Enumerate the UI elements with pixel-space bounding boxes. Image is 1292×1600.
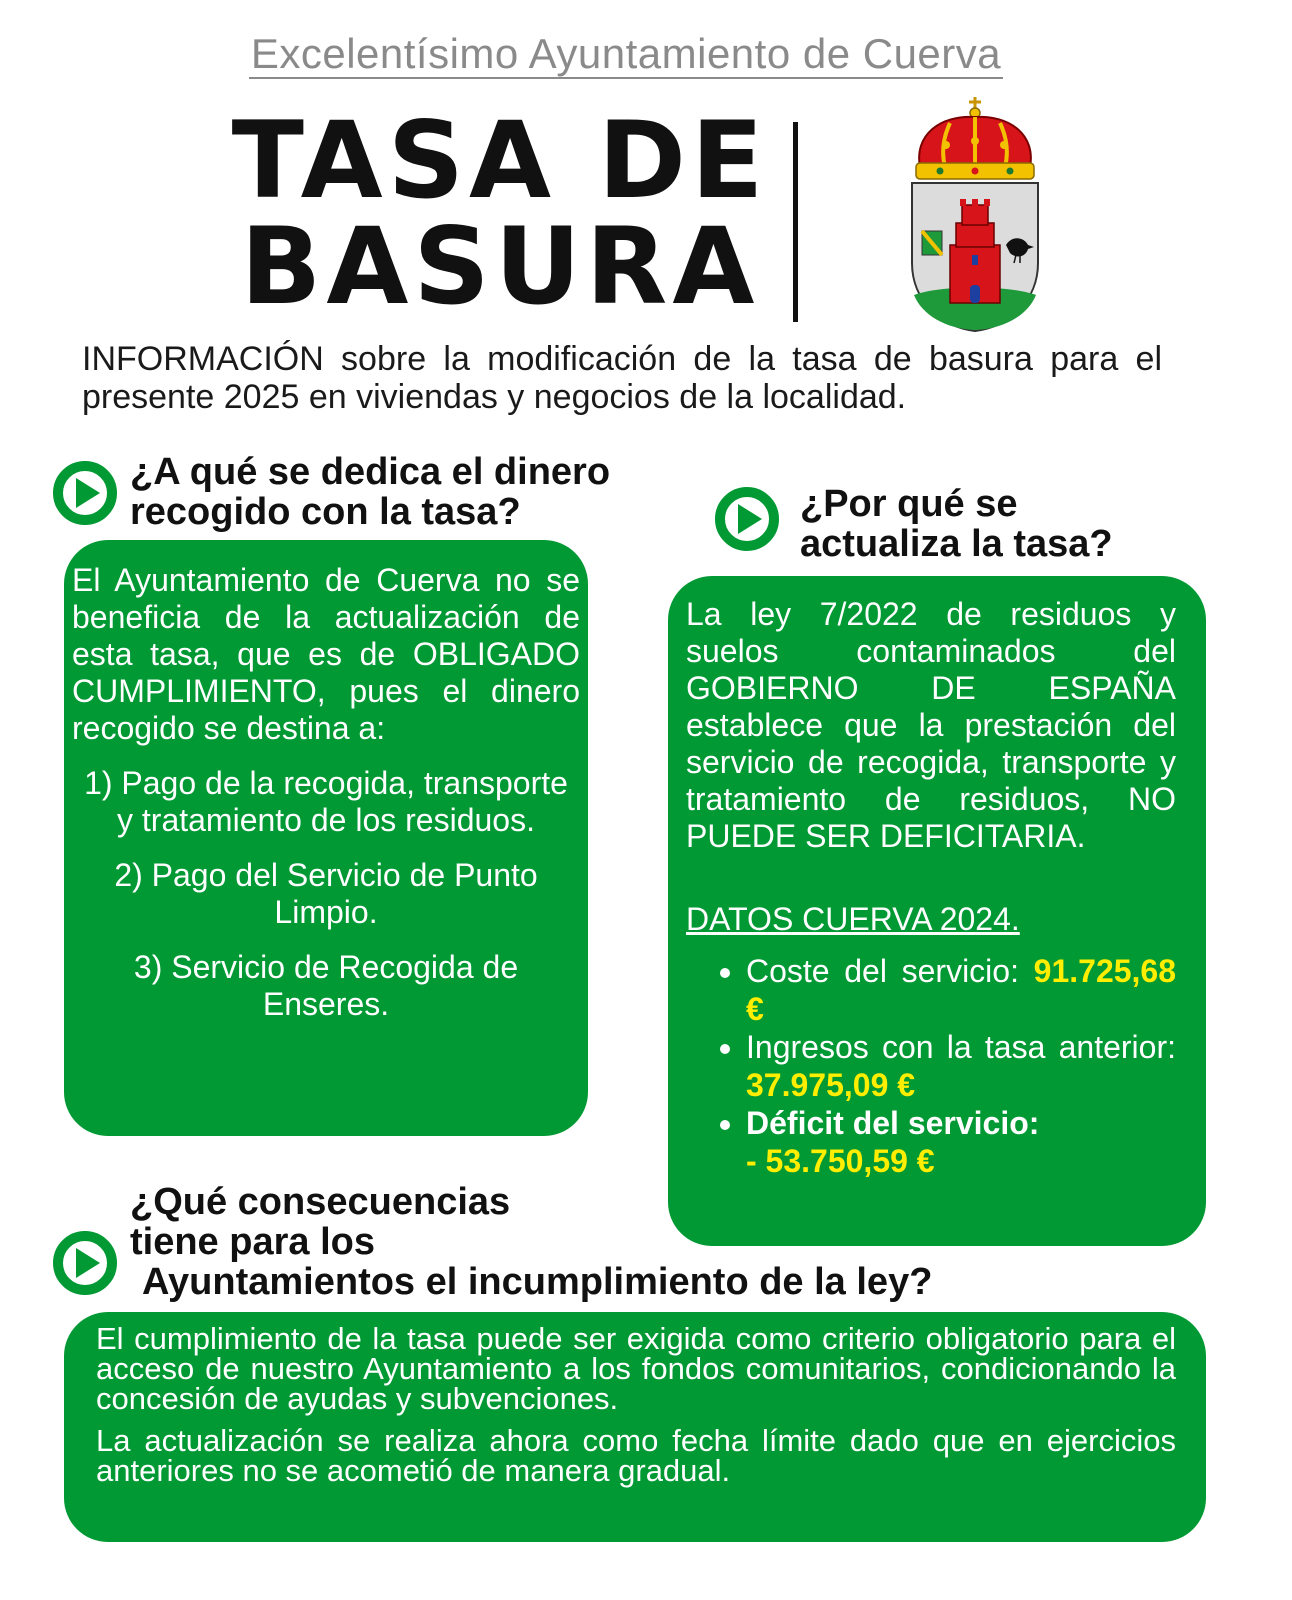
organization-name-text: Excelentísimo Ayuntamiento de Cuerva: [250, 30, 1002, 77]
datos-item-ingresos: [746, 1028, 1176, 1104]
heading-line: tiene para los: [130, 1221, 375, 1263]
organization-name: [0, 30, 1252, 78]
ingresos-label: Ingresos con la tasa anterior:: [746, 1029, 1176, 1065]
actualizacion-body: La ley 7/2022 de residuos y suelos contaminados del GOBIERNO DE ESPAÑA establece que la prestación del servicio de recogida, transporte y tratamiento de residuos, NO PUEDE SER DEFICITARIA.: [686, 596, 1176, 854]
datos-title: DATOS CUERVA 2024.: [686, 901, 1020, 937]
page-title: [220, 99, 780, 328]
actualizacion-info-box: [668, 576, 1206, 1246]
ingresos-value: 37.975,09 €: [746, 1067, 916, 1103]
section-heading-destino: [130, 452, 690, 532]
section-heading-consecuencias: [130, 1182, 1130, 1302]
consecuencias-info-box: [64, 1312, 1206, 1542]
shield-icon: [912, 183, 1038, 331]
section-heading-actualizacion: [800, 484, 1220, 564]
destino-info-box: [64, 540, 588, 1136]
title-divider: [793, 122, 798, 322]
datos-item-coste: [746, 952, 1176, 1028]
heading-line: ¿Qué consecuencias: [130, 1181, 511, 1223]
heading-line: actualiza la tasa?: [800, 523, 1113, 565]
deficit-value: - 53.750,59 €: [746, 1143, 935, 1179]
destino-body: El Ayuntamiento de Cuerva no se beneficia de la actualización de esta tasa, que es de OBLIGADO CUMPLIMIENTO, pues el dinero recogido se destina a:: [72, 562, 580, 746]
intro-text: INFORMACIÓN sobre la modificación de la tasa de basura para el presente 2025 en viviendas y negocios de la localidad.: [82, 340, 1162, 416]
heading-line: ¿A qué se dedica el dinero: [130, 451, 611, 493]
play-circle-icon: [52, 460, 118, 526]
coste-label: Coste del servicio:: [746, 953, 1019, 989]
coste-value: 91.725,68 €: [746, 953, 1177, 1027]
datos-item-deficit: [746, 1104, 1176, 1180]
destino-item: 2) Pago del Servicio de Punto Limpio.: [114, 857, 538, 930]
coat-of-arms-icon: [900, 95, 1050, 335]
deficit-label: Déficit del servicio:: [746, 1105, 1040, 1141]
crown-icon: [916, 97, 1034, 179]
play-circle-icon: [52, 1230, 118, 1296]
consecuencias-paragraph: El cumplimiento de la tasa puede ser exigida como criterio obligatorio para el acceso de nuestro Ayuntamiento a los fondos comunitarios, condicionando la concesión de ayudas y subvenciones.: [96, 1321, 1176, 1416]
destino-item: 1) Pago de la recogida, transporte y tratamiento de los residuos.: [84, 765, 568, 838]
title-line-2: BASURA: [240, 205, 760, 328]
consecuencias-paragraph: La actualización se realiza ahora como fecha límite dado que en ejercicios anteriores no se acometió de manera gradual.: [96, 1423, 1176, 1488]
play-circle-icon: [714, 486, 780, 552]
title-line-1: TASA DE: [231, 99, 769, 222]
heading-line: ¿Por qué se: [800, 483, 1018, 525]
heading-line: Ayuntamientos el incumplimiento de la ley?: [142, 1261, 933, 1303]
destino-item: 3) Servicio de Recogida de Enseres.: [133, 949, 519, 1022]
datos-list: [686, 952, 1176, 1180]
heading-line: recogido con la tasa?: [130, 491, 521, 533]
